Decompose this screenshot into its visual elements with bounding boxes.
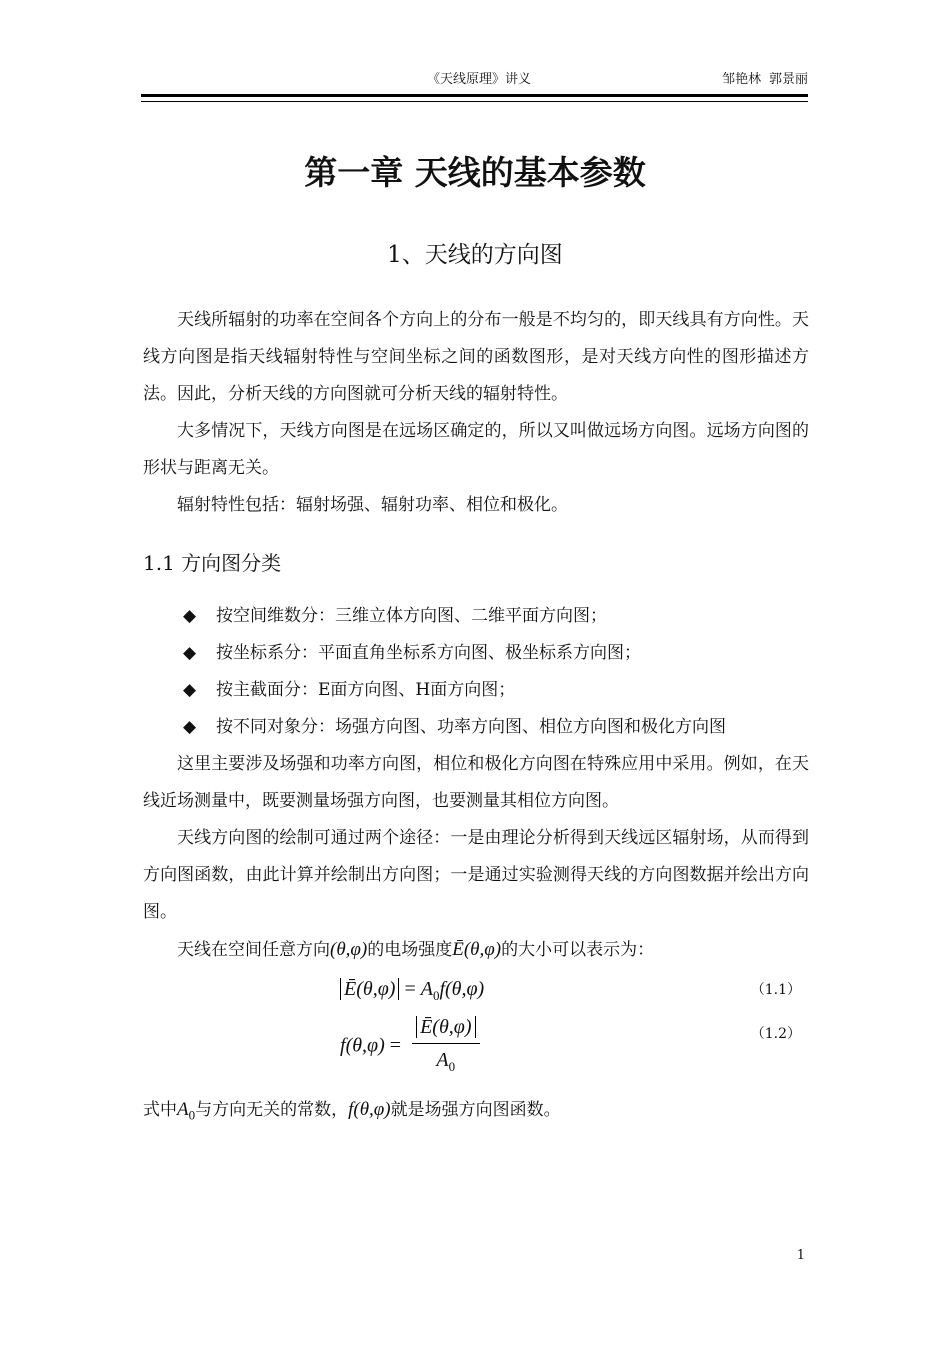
paragraph: 辐射特性包括：辐射场强、辐射功率、相位和极化。	[177, 495, 568, 515]
closing-sentence: 式中$A_0$与方向无关的常数，f(θ,φ)就是场强方向图函数。	[143, 1099, 561, 1123]
equation-2-body: f(θ,φ) = $\frac{Ē(\theta,\varphi)}{A_0}$	[340, 1013, 480, 1081]
list-item	[143, 598, 809, 635]
equation-number: （1.1）	[750, 982, 801, 998]
page-number: 1	[796, 1248, 805, 1263]
equation-1-body: Ē(θ,φ) = $A_0f(\theta,\varphi)$	[340, 969, 484, 1016]
diamond-bullet-icon: ◆	[183, 680, 197, 700]
classification-list	[143, 598, 809, 746]
diamond-bullet-icon: ◆	[183, 606, 197, 626]
theta-phi-symbol: (θ,φ)	[463, 939, 502, 960]
diamond-bullet-icon: ◆	[183, 643, 197, 663]
equation-number: （1.2）	[750, 1026, 801, 1042]
list-item-text: 按主截面分：E面方向图、H面方向图；	[216, 680, 516, 700]
list-item-text: 按空间维数分：三维立体方向图、二维平面方向图；	[216, 606, 607, 626]
diamond-bullet-icon: ◆	[183, 717, 197, 737]
subsection-title: 1.1 方向图分类	[143, 551, 282, 575]
page-header	[141, 60, 808, 97]
theta-phi-symbol: (θ,φ)	[330, 939, 368, 960]
header-authors: 邹艳林 郭景丽	[722, 72, 808, 87]
paragraph: 天线所辐射的功率在空间各个方向上的分布一般是不均匀的，即天线具有方向性。天线方向图是指天线辐射特性与空间坐标之间的函数图形，是对天线方向性的图形描述方法。因此，分析天线的方向图就可分析天线的辐射特性。	[143, 310, 809, 404]
list-item	[143, 635, 809, 672]
paragraph: 这里主要涉及场强和功率方向图，相位和极化方向图在特殊应用中采用。例如，在天线近场测量中，既要测量场强方向图，也要测量其相位方向图。	[143, 754, 809, 811]
list-item	[143, 672, 809, 709]
chapter-title: 第一章 天线的基本参数	[304, 153, 646, 192]
section-title: 1、天线的方向图	[387, 242, 563, 268]
fraction: $\frac{Ē(\theta,\varphi)}{A_0}$	[412, 1013, 479, 1081]
paragraph: 大多情况下，天线方向图是在远场区确定的，所以又叫做远场方向图。远场方向图的形状与距离无关。	[143, 421, 809, 478]
list-item-text: 按坐标系分：平面直角坐标系方向图、极坐标系方向图；	[216, 643, 641, 663]
equation-1	[143, 969, 809, 1013]
list-item-text: 按不同对象分：场强方向图、功率方向图、相位方向图和极化方向图	[216, 717, 726, 737]
equation-2	[143, 1013, 809, 1083]
course-title: 《天线原理》讲义	[427, 72, 532, 87]
page-content	[143, 302, 809, 1133]
e-field-symbol: Ē	[452, 939, 464, 960]
paragraph: 天线方向图的绘制可通过两个途径：一是由理论分析得到天线远区辐射场，从而得到方向图函数，由此计算并绘制出方向图；一是通过实验测得天线的方向图数据并绘出方向图。	[143, 828, 809, 922]
list-item	[143, 709, 809, 746]
field-strength-sentence: 天线在空间任意方向(θ,φ)的电场强度Ē(θ,φ)的大小可以表示为：	[177, 939, 655, 960]
